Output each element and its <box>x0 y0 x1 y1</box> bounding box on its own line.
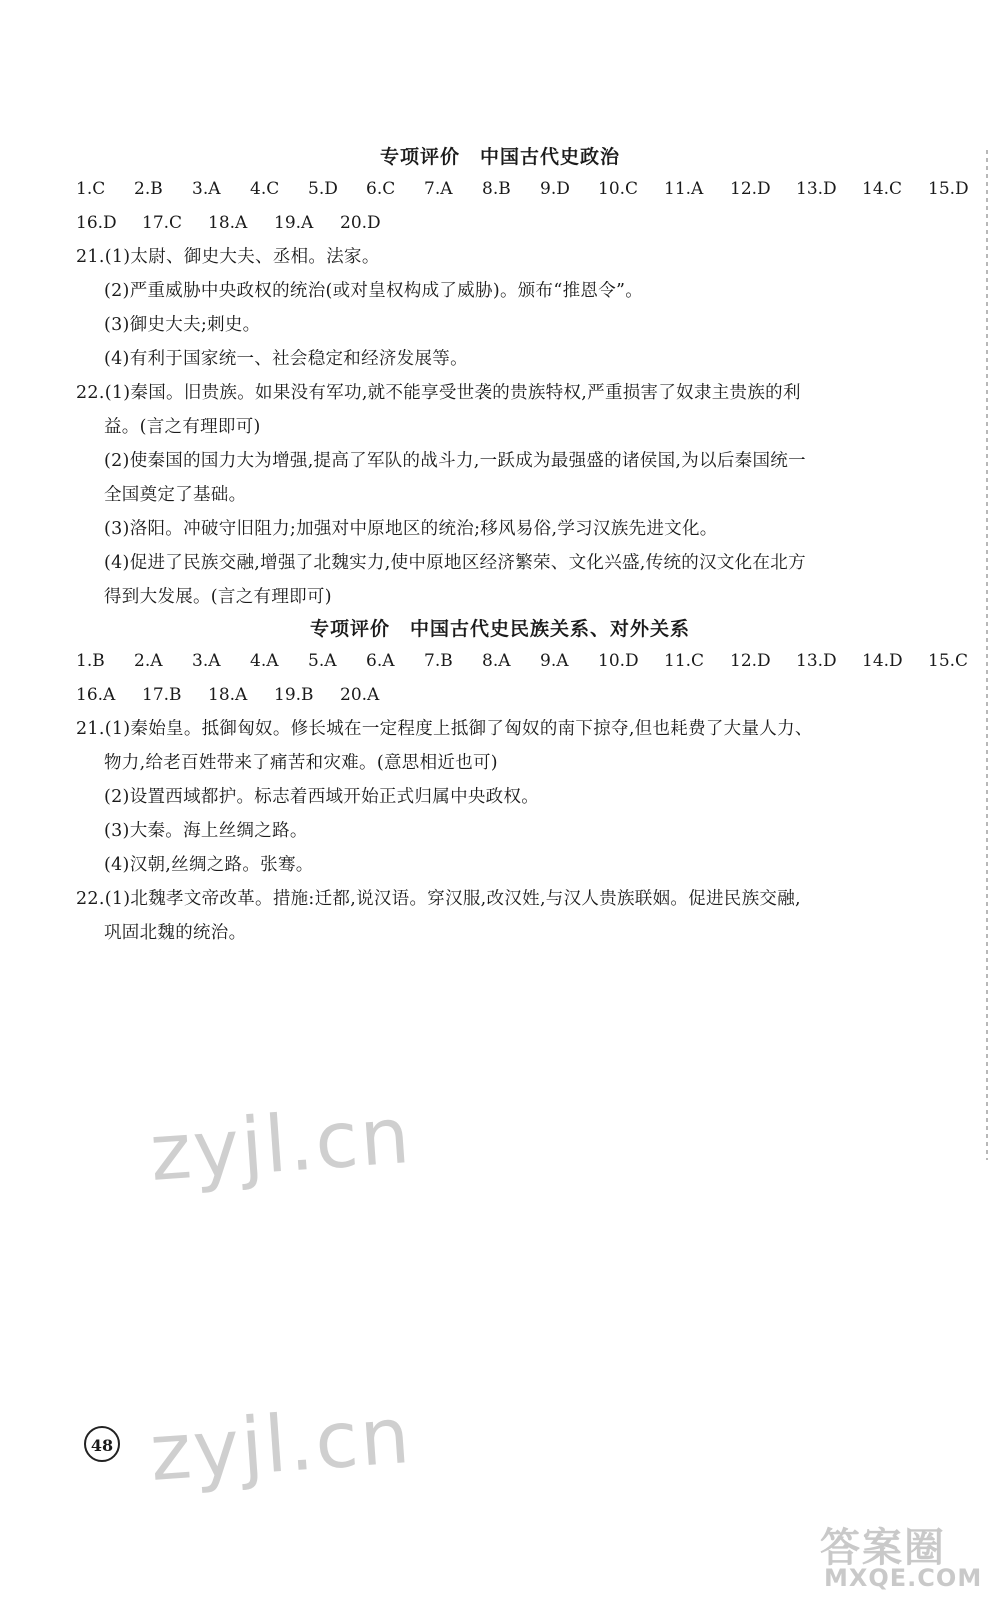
corner-logo <box>800 1516 983 1596</box>
answer-item: 1.C <box>76 179 106 199</box>
answer-item: 18.A <box>208 213 248 233</box>
answer-item: 11.C <box>664 651 705 671</box>
answer-item: 4.A <box>250 651 279 671</box>
answer-line: 全国奠定了基础。 <box>104 485 247 505</box>
answer-line: (2)使秦国的国力大为增强,提高了军队的战斗力,一跃成为最强盛的诸侯国,为以后秦国统一 <box>104 451 806 471</box>
answer-item: 6.A <box>366 651 395 671</box>
answer-line: 22.(1)北魏孝文帝改革。措施:迁都,说汉语。穿汉服,改汉姓,与汉人贵族联姻。促进民族交融, <box>76 889 801 909</box>
answer-item: 3.A <box>192 651 221 671</box>
answer-line: 21.(1)太尉、御史大夫、丞相。法家。 <box>76 247 380 267</box>
answer-item: 5.A <box>308 651 337 671</box>
answer-line: 物力,给老百姓带来了痛苦和灾难。(意思相近也可) <box>104 753 498 773</box>
answer-line: 22.(1)秦国。旧贵族。如果没有军功,就不能享受世袭的贵族特权,严重损害了奴隶主贵族的利 <box>76 383 801 403</box>
answer-item: 15.C <box>928 651 969 671</box>
answer-line: (2)设置西域都护。标志着西域开始正式归属中央政权。 <box>104 787 540 807</box>
answer-item: 6.C <box>366 179 396 199</box>
answer-item: 2.B <box>134 179 163 199</box>
answer-item: 12.D <box>730 651 771 671</box>
answer-item: 9.A <box>540 651 569 671</box>
answer-item: 3.A <box>192 179 221 199</box>
answer-line: 21.(1)秦始皇。抵御匈奴。修长城在一定程度上抵御了匈奴的南下掠夺,但也耗费了大量人力、 <box>76 719 813 739</box>
answer-line: 得到大发展。(言之有理即可) <box>104 587 332 607</box>
answer-item: 9.D <box>540 179 570 199</box>
answer-item: 8.A <box>482 651 511 671</box>
answer-item: 12.D <box>730 179 771 199</box>
answer-line: (2)严重威胁中央政权的统治(或对皇权构成了威胁)。颁布“推恩令”。 <box>104 281 644 301</box>
answer-line: 巩固北魏的统治。 <box>104 923 247 943</box>
answer-row-s1-1 <box>76 172 994 206</box>
corner-logo-domain: MXQE.COM <box>824 1564 983 1592</box>
answer-item: 16.A <box>76 685 116 705</box>
answer-item: 7.B <box>424 651 453 671</box>
answer-line: (3)大秦。海上丝绸之路。 <box>104 821 308 841</box>
answer-item: 10.D <box>598 651 639 671</box>
answer-row-s2-1 <box>76 644 994 678</box>
answer-item: 19.B <box>274 685 314 705</box>
watermark: zyjl.cn <box>147 1090 415 1200</box>
answer-item: 20.A <box>340 685 380 705</box>
answer-item: 10.C <box>598 179 639 199</box>
answer-item: 17.B <box>142 685 182 705</box>
answer-item: 13.D <box>796 179 837 199</box>
section-title-politics: 专项评价 中国古代史政治 <box>379 146 620 168</box>
page-number: 48 <box>84 1426 120 1462</box>
answer-line: (4)有利于国家统一、社会稳定和经济发展等。 <box>104 349 468 369</box>
answer-item: 19.A <box>274 213 314 233</box>
corner-logo-text: 答案圈 <box>820 1525 946 1571</box>
answer-row-s2-2 <box>76 678 406 712</box>
section-title-ethnic-foreign: 专项评价 中国古代史民族关系、对外关系 <box>309 618 690 640</box>
answer-item: 2.A <box>134 651 163 671</box>
answer-line: (3)御史大夫;刺史。 <box>104 315 261 335</box>
answer-item: 14.D <box>862 651 903 671</box>
answer-item: 17.C <box>142 213 183 233</box>
answer-item: 14.C <box>862 179 903 199</box>
answer-item: 20.D <box>340 213 381 233</box>
answer-line: (4)汉朝,丝绸之路。张骞。 <box>104 855 314 875</box>
answer-item: 7.A <box>424 179 453 199</box>
answer-item: 15.D <box>928 179 969 199</box>
answer-line: (4)促进了民族交融,增强了北魏实力,使中原地区经济繁荣、文化兴盛,传统的汉文化在北方 <box>104 553 806 573</box>
watermark: zyjl.cn <box>147 1390 415 1500</box>
answer-line: (3)洛阳。冲破守旧阻力;加强对中原地区的统治;移风易俗,学习汉族先进文化。 <box>104 519 718 539</box>
answer-item: 1.B <box>76 651 105 671</box>
answer-row-s1-2 <box>76 206 406 240</box>
answer-item: 8.B <box>482 179 511 199</box>
answer-item: 11.A <box>664 179 704 199</box>
answer-item: 18.A <box>208 685 248 705</box>
answer-item: 13.D <box>796 651 837 671</box>
answer-item: 16.D <box>76 213 117 233</box>
answer-line: 益。(言之有理即可) <box>104 417 261 437</box>
answer-item: 5.D <box>308 179 338 199</box>
answer-item: 4.C <box>250 179 280 199</box>
